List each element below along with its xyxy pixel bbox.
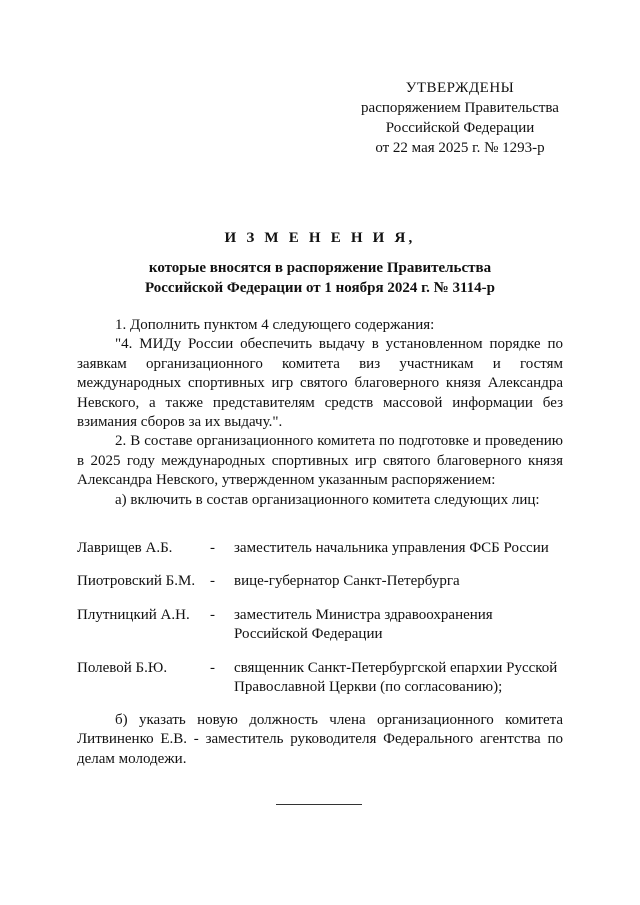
- paragraph: "4. МИДу России обеспечить выдачу в установленном порядке по заявкам организационного комитета виз участникам и гостям международных спортивных игр святого благоверного князя Александра Невского, а также представителям средств массовой информации без взимания сборов за их выдачу.".: [77, 336, 563, 431]
- paragraph: 2. В составе организационного комитета по подготовке и проведению в 2025 году международных спортивных игр святого благоверного князя Александра Невского, утвержденном указанным распоряжением:: [77, 433, 563, 489]
- approval-heading: УТВЕРЖДЕНЫ: [405, 80, 515, 96]
- member-position: вице-губернатор Санкт-Петербурга: [234, 573, 460, 590]
- member-name: Полевой Б.Ю.: [77, 659, 168, 676]
- member-row: [77, 539, 577, 558]
- paragraph: б) указать новую должность члена организационного комитета Литвиненко Е.В. - заместитель руководителя Федерального агентства по делам молодежи.: [77, 712, 563, 767]
- members-list: [77, 539, 577, 711]
- title-subtitle: которые вносятся в распоряжение Правительства: [148, 260, 492, 276]
- title-subtitle: Российской Федерации от 1 ноября 2024 г. № 3114-р: [144, 280, 496, 296]
- approval-line: распоряжением Правительства: [361, 100, 559, 116]
- member-row: [77, 606, 577, 645]
- member-dash: -: [210, 573, 215, 590]
- member-row: [77, 572, 577, 591]
- document-title: [0, 228, 640, 298]
- member-position: священник Санкт-Петербургской епархии Русской Православной Церкви (по согласованию);: [234, 659, 558, 696]
- approval-date-number: от 22 мая 2025 г. № 1293-р: [375, 140, 545, 156]
- member-position: заместитель начальника управления ФСБ России: [234, 540, 549, 556]
- member-dash: -: [210, 606, 215, 623]
- member-position: заместитель Министра здравоохранения Российской Федерации: [234, 606, 493, 643]
- member-dash: -: [210, 540, 215, 556]
- document-tail: [77, 711, 563, 769]
- member-name: Пиотровский Б.М.: [77, 573, 196, 590]
- paragraph: 1. Дополнить пунктом 4 следующего содержания:: [115, 317, 435, 333]
- closing-rule: [276, 804, 362, 805]
- approval-block: [340, 78, 580, 158]
- title-heading: И З М Е Н Е Н И Я,: [224, 230, 416, 246]
- document-body: [77, 316, 563, 510]
- member-name: Лаврищев А.Б.: [77, 540, 173, 556]
- member-dash: -: [210, 659, 215, 676]
- member-name: Плутницкий А.Н.: [77, 606, 190, 623]
- member-row: [77, 659, 577, 698]
- approval-line: Российской Федерации: [385, 120, 535, 136]
- paragraph: а) включить в состав организационного комитета следующих лиц:: [115, 491, 540, 508]
